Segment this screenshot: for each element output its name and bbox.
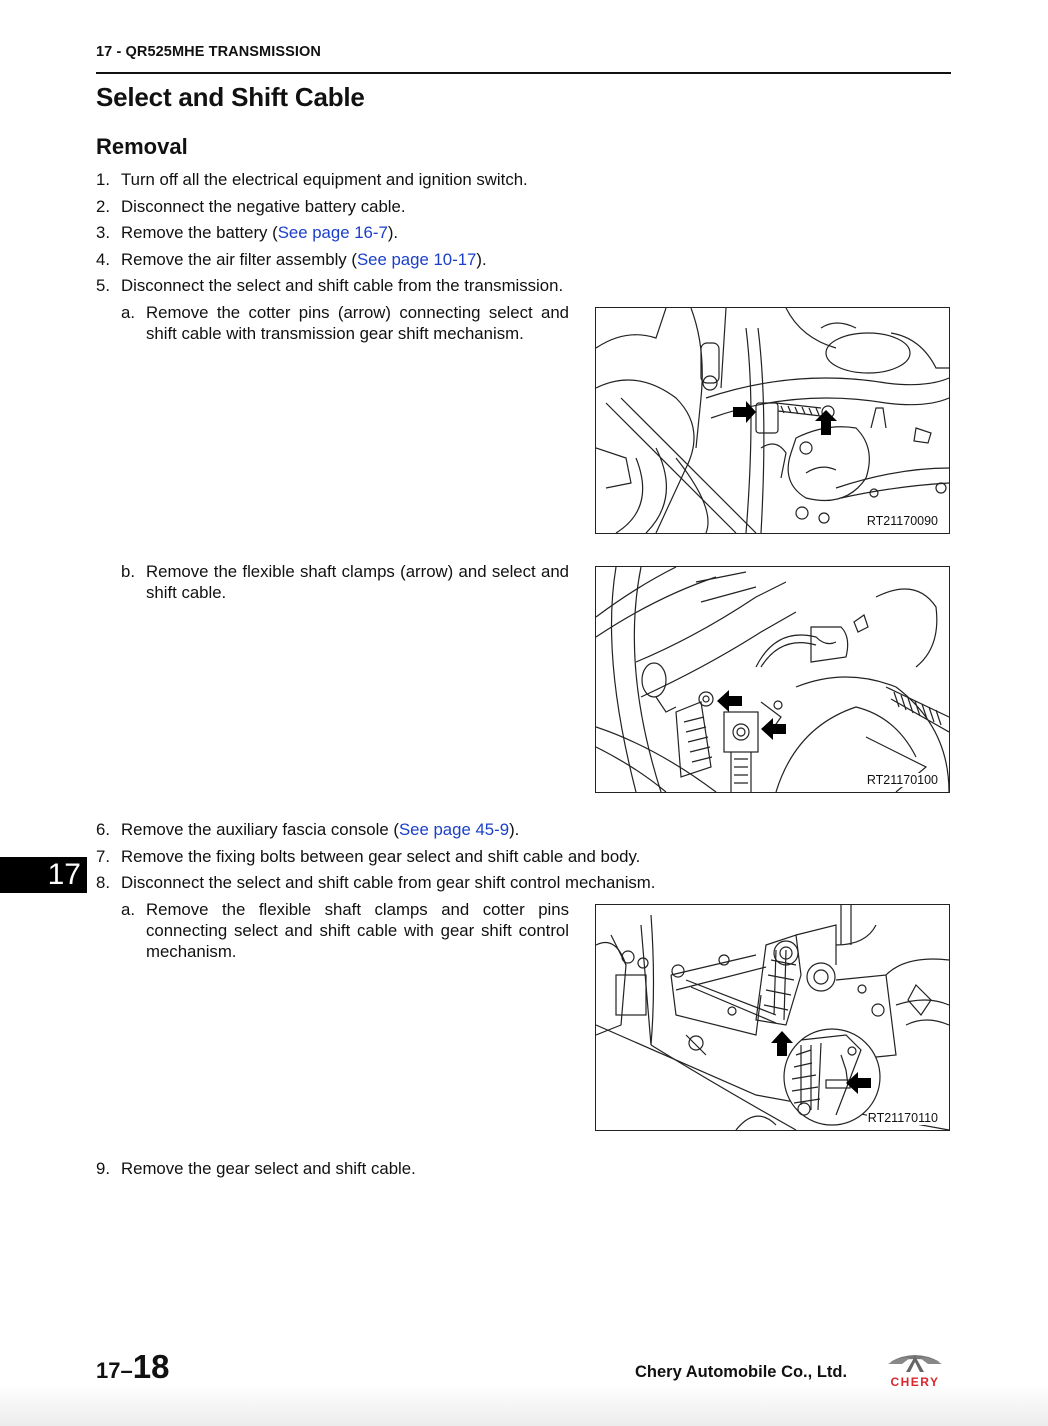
step-text: Remove the fixing bolts between gear select and shift cable and body. [121,847,641,866]
step-4 [96,249,487,270]
step-text: Remove the air filter assembly ( [121,250,357,269]
substep-5b [121,561,569,603]
step-6 [96,819,519,840]
step-number: 7. [96,847,110,866]
gear-shift-control-illustration [596,905,949,1130]
substep-text: Remove the flexible shaft clamps (arrow) and select and shift cable. [146,562,569,602]
step-text-end: ). [476,250,487,269]
chery-logo [880,1350,950,1390]
page-link-16-7[interactable]: See page 16-7 [277,223,388,242]
page-link-10-17[interactable]: See page 10-17 [356,250,477,269]
figure-id: RT21170100 [866,773,938,787]
step-number: 4. [96,250,110,269]
step-text-end: ). [509,820,520,839]
step-7 [96,846,640,867]
section-title-removal: Removal [96,134,188,159]
step-text-end: ). [387,223,399,242]
step-number: 9. [96,1159,110,1178]
step-5 [96,275,563,296]
page-number [96,1348,169,1386]
step-number: 2. [96,197,110,216]
step-text: Disconnect the negative battery cable. [121,197,406,216]
step-number: 5. [96,276,110,295]
page-title: Select and Shift Cable [96,82,365,112]
page-chapter-prefix: 17– [96,1358,133,1383]
page-link-45-9[interactable]: See page 45-9 [398,820,510,839]
header-divider [96,72,951,74]
substep-letter: a. [121,303,135,322]
substep-letter: b. [121,562,135,581]
step-number: 8. [96,873,110,892]
substep-8a [121,899,569,962]
figure-id: RT21170110 [867,1111,938,1125]
step-number: 6. [96,820,110,839]
substep-text: Remove the cotter pins (arrow) connecting select and shift cable with transmission gear shift mechanism. [146,303,569,343]
step-text: Remove the gear select and shift cable. [121,1159,416,1178]
company-name: Chery Automobile Co., Ltd. [635,1363,848,1381]
substep-5a [121,302,569,344]
transmission-shift-mechanism-illustration [596,308,949,533]
step-8 [96,872,655,893]
logo-wordmark: CHERY [890,1375,940,1389]
step-number: 3. [96,223,110,242]
step-text: Remove the auxiliary fascia console ( [121,820,399,839]
step-2 [96,196,406,217]
figure-cotter-pins [595,307,950,534]
figure-shaft-clamps [595,566,950,793]
substep-text: Remove the flexible shaft clamps and cotter pins connecting select and shift cable with gear shift control mechanism. [146,900,569,961]
arrow-icon [733,401,837,435]
figure-id: RT21170090 [866,514,938,528]
step-3 [96,222,398,243]
page-number-value: 18 [132,1348,170,1385]
figure-shift-control-mechanism [595,904,950,1131]
step-text: Remove the battery ( [121,223,278,242]
step-9 [96,1158,416,1179]
arrow-icon [717,690,786,740]
substep-letter: a. [121,900,135,919]
shaft-clamps-illustration [596,567,949,792]
step-text: Disconnect the select and shift cable from gear shift control mechanism. [121,873,656,892]
step-1 [96,169,528,190]
step-text: Disconnect the select and shift cable from the transmission. [121,276,564,295]
step-text: Turn off all the electrical equipment and ignition switch. [121,170,528,189]
chery-emblem-icon [880,1350,950,1374]
step-number: 1. [96,170,110,189]
running-header: 17 - QR525MHE TRANSMISSION [96,44,321,60]
chapter-side-tab: 17 [0,857,87,893]
